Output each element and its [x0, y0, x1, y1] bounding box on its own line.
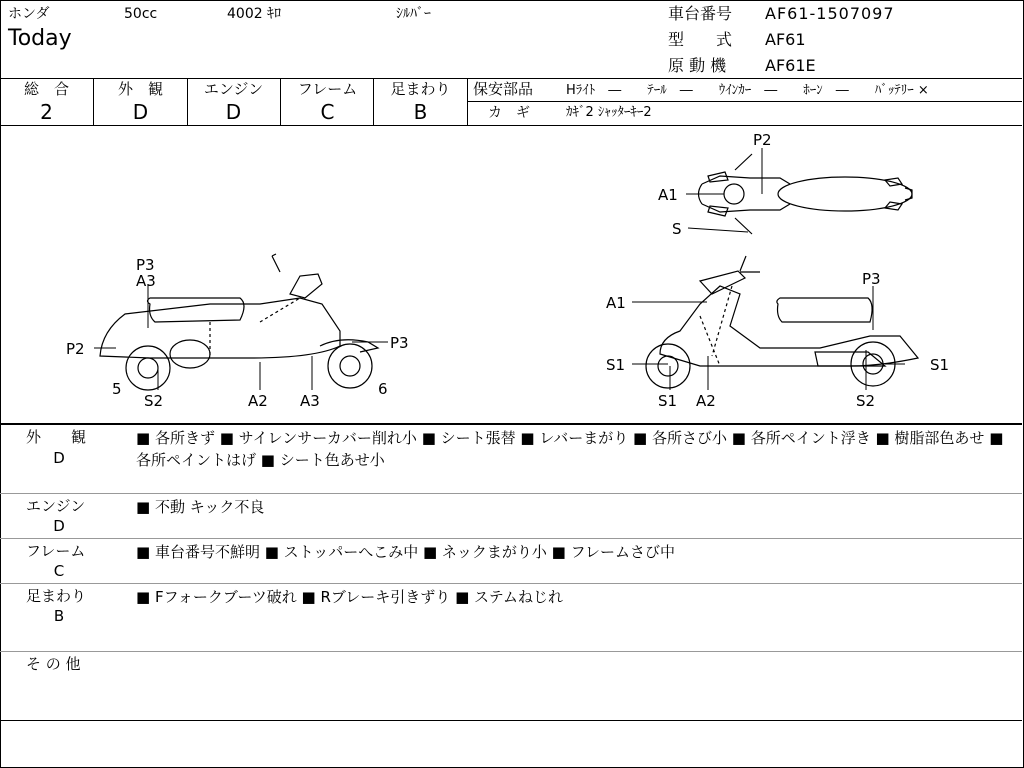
label-top-s: S [672, 220, 682, 238]
grade-value-frame: C [320, 100, 335, 124]
type-value: AF61 [765, 30, 806, 49]
section-grade-exterior: D [53, 449, 65, 467]
section-text-frame: ■ 車台番号不鮮明 ■ ストッパーへこみ中 ■ ネックまがり小 ■ フレームさび中 [136, 543, 676, 561]
section-text-exterior: ■ 各所きず ■ サイレンサーカバー削れ小 ■ シート張替 ■ レバーまがり ■ 各所さび小 ■ 各所ペイント浮き ■ 樹脂部色あせ ■ 各所ペイントはげ ■ シート色あせ小 [136, 429, 1004, 469]
maker: ホンダ [8, 6, 50, 22]
bottom-divider [0, 720, 1022, 721]
label-left-p2: P2 [66, 340, 85, 358]
frame-no: AF61-1507097 [765, 4, 895, 23]
label-right-s1a: S1 [606, 356, 626, 374]
label-right-a2: A2 [696, 392, 716, 410]
label-right-p3: P3 [862, 270, 881, 288]
diagram-label-group [66, 131, 949, 410]
section-label-engine: エンジン [26, 497, 86, 515]
section-label-suspension: 足まわり [26, 587, 87, 605]
label-right-s1b: S1 [658, 392, 678, 410]
key-label: カ ギ [488, 105, 530, 121]
label-left-5: 5 [112, 380, 122, 398]
key-value: ｶｷﾞ2 ｼｬｯﾀｰｷｰ2 [566, 105, 652, 120]
grade-label-suspension: 足まわり [390, 80, 451, 98]
col-sep [467, 78, 468, 125]
label-right-s1c: S1 [930, 356, 950, 374]
label-left-p3r: P3 [390, 334, 409, 352]
safety-items: Hﾗｲﾄ ― ﾃｰﾙ ― ｳｲﾝｶｰ ― ﾎｰﾝ ― ﾊﾞｯﾃﾘｰ × [566, 83, 929, 98]
label-left-a3b: A3 [300, 392, 320, 410]
top-view [699, 154, 913, 234]
color: ｼﾙﾊﾞｰ [396, 6, 431, 22]
label-left-a3: A3 [136, 272, 156, 290]
section-divider [0, 583, 1022, 584]
grade-label-exterior: 外 観 [117, 80, 163, 98]
section-label-exterior: 外 観 [26, 428, 87, 446]
grade-label-engine: エンジン [203, 80, 264, 98]
diagram-divider [0, 423, 1022, 425]
mileage: 4002 ｷﾛ [227, 6, 282, 22]
frame-no-label: 車台番号 [668, 4, 733, 23]
section-text-suspension: ■ Fフォークブーツ破れ ■ Rブレーキ引きずり ■ ステムねじれ [136, 588, 563, 606]
grade-label-overall: 総 合 [23, 80, 69, 98]
section-text-engine: ■ 不動 キック不良 [136, 498, 265, 516]
scooter-diagrams [0, 126, 1022, 424]
section-divider [0, 493, 1022, 494]
section-divider [0, 651, 1022, 652]
label-left-a2: A2 [248, 392, 268, 410]
label-left-p3: P3 [136, 256, 155, 274]
section-divider [0, 538, 1022, 539]
engine-value: AF61E [765, 56, 816, 75]
grade-label-frame: フレーム [297, 80, 358, 98]
grade-value-suspension: B [413, 100, 428, 124]
grade-value-engine: D [225, 100, 242, 124]
label-top-p2: P2 [753, 131, 772, 149]
section-label-other: そ の 他 [26, 655, 81, 673]
label-right-a1: A1 [606, 294, 626, 312]
displacement: 50cc [124, 6, 158, 22]
safety-divider [467, 101, 1022, 102]
label-left-s2: S2 [144, 392, 164, 410]
label-left-6: 6 [378, 380, 388, 398]
grade-value-exterior: D [132, 100, 149, 124]
type-label: 型 式 [668, 30, 733, 49]
grade-value-overall: 2 [40, 100, 53, 124]
engine-label: 原 動 機 [668, 56, 727, 75]
safety-title: 保安部品 [473, 80, 534, 98]
model-name: Today [8, 26, 72, 51]
section-grade-frame: C [53, 562, 65, 580]
label-top-a1: A1 [658, 186, 678, 204]
label-right-s2: S2 [856, 392, 876, 410]
section-label-frame: フレーム [26, 542, 86, 560]
section-grade-engine: D [53, 517, 65, 535]
section-grade-suspension: B [53, 607, 65, 625]
header-divider [0, 78, 1022, 79]
